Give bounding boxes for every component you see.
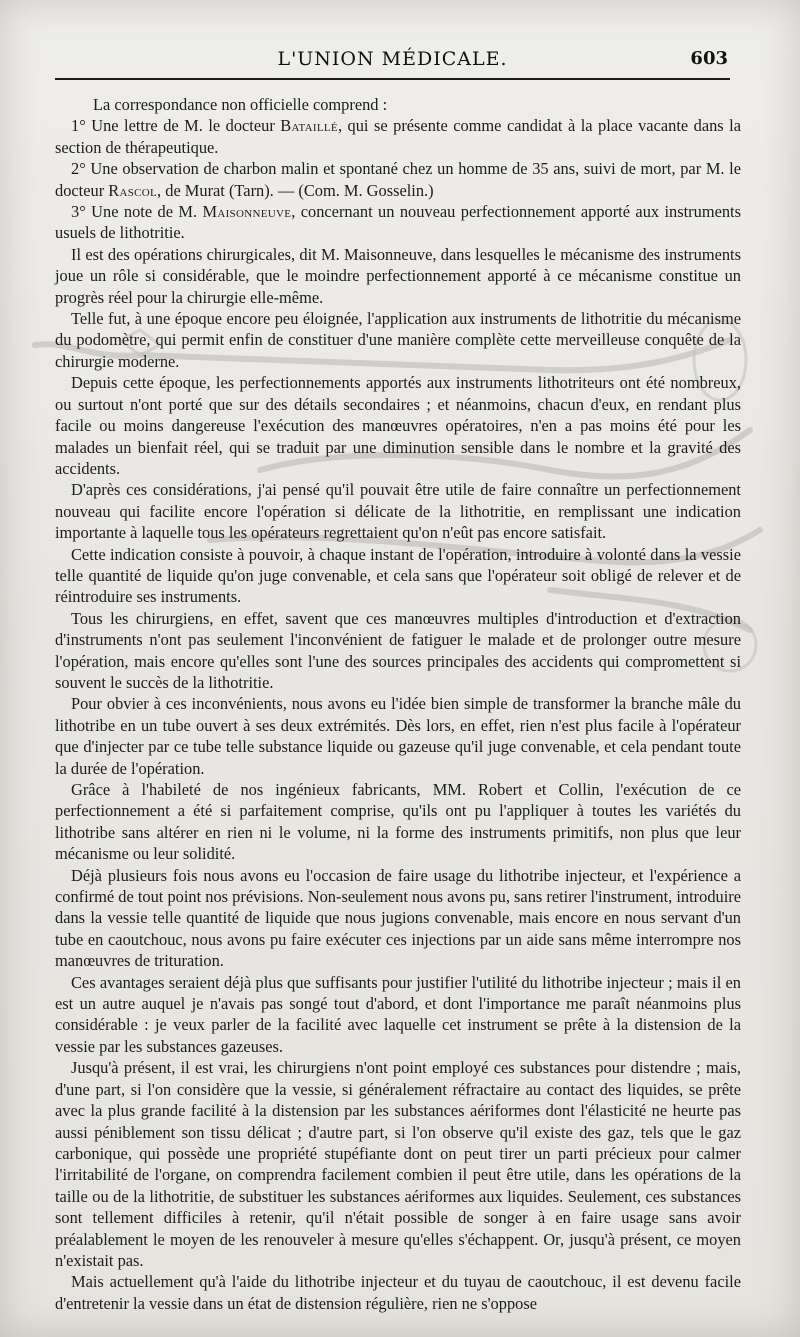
- paragraph: Cette indication consiste à pouvoir, à chaque instant de l'opération, introduire à volonté dans la vessie telle quantité de liquide qu'on juge convenable, et cela sans que l'opérateur soit obligé de relever et de réintroduire ses instruments.: [55, 544, 741, 607]
- paragraph: Tous les chirurgiens, en effet, savent que ces manœuvres multiples d'introduction et d'extraction d'instruments n'ont pas seulement l'inconvénient de fatiguer le malade et de prolonger outre mesure l'opération, mais encore qu'elles sont l'une des sources principales des accidents qui compromettent si souvent le succès de la lithotritie.: [55, 608, 741, 692]
- paragraph: Mais actuellement qu'à l'aide du lithotribe injecteur et du tuyau de caoutchouc, il est devenu facile d'entretenir la vessie dans un état de distension régulière, rien ne s'oppose: [55, 1272, 741, 1313]
- paragraph: D'après ces considérations, j'ai pensé qu'il pouvait être utile de faire connaître un perfectionnement nouveau qui facilite encore l'opération si délicate de la lithotritie, en remplissant une indication importante à laquelle tous les opérateurs regrettaient qu'on n'eût pas encore satisfait.: [55, 480, 741, 543]
- page-header: [55, 46, 730, 80]
- paragraph: Déjà plusieurs fois nous avons eu l'occasion de faire usage du lithotribe injecteur, et l'expérience a confirmé de tout point nos prévisions. Non-seulement nous avons pu, sans retirer l'instrument, introduire dans la vessie telle quantité de liquide que nous jugions convenable, mais encore en nous servant d'un tube en caoutchouc, nous avons pu faire exécuter ces injections par un aide sans même interrompre nos manœuvres de trituration.: [55, 865, 741, 971]
- paragraph: 3° Une note de M. Maisonneuve, concernant un nouveau perfectionnement apporté aux instruments usuels de lithotritie.: [55, 202, 741, 243]
- article-body: [55, 94, 741, 1314]
- paragraph: La correspondance non officielle comprend :: [93, 95, 388, 114]
- page-number: 603: [690, 48, 728, 69]
- paragraph: 2° Une observation de charbon malin et spontané chez un homme de 35 ans, suivi de mort, par M. le docteur Rascol, de Murat (Tarn). — (Com. M. Gosselin.): [55, 159, 741, 200]
- paragraph: Telle fut, à une époque encore peu éloignée, l'application aux instruments de lithotritie du mécanisme du podomètre, qui permit enfin de constituer d'une manière complète cette merveilleuse conquête de la chirurgie moderne.: [55, 309, 741, 371]
- paragraph: Jusqu'à présent, il est vrai, les chirurgiens n'ont point employé ces substances pour distendre ; mais, d'une part, si l'on considère que la vessie, si généralement réfractaire au contact des liquides, se prête avec la plus grande facilité à la distension par les substances aériformes dont l'élasticité ne heurte pas aussi péniblement son tissu délicat ; d'autre part, si l'on observe qu'il existe des gaz, tels que le gaz carbonique, qui possède une propriété stupéfiante dont on peut tirer un parti précieux pour calmer l'irritabilité de l'organe, on comprendra facilement combien il peut être utile, dans les opérations de la taille ou de la lithotritie, de substituer les substances aériformes aux liquides. Seulement, ces substances sont tellement difficiles à retenir, qu'il n'était possible de songer à en faire usage sans avoir préalablement le moyen de les renouveler à mesure qu'elles s'échappent. Or, jusqu'à présent, ce moyen n'existait pas.: [55, 1058, 741, 1270]
- journal-title: L'UNION MÉDICALE.: [277, 48, 508, 70]
- header-rule: [55, 78, 730, 80]
- paragraph: Il est des opérations chirurgicales, dit M. Maisonneuve, dans lesquelles le mécanisme des instruments joue un rôle si considérable, que le moindre perfectionnement apporté à ce mécanisme constitue un progrès réel pour la chirurgie elle-même.: [55, 244, 741, 307]
- paragraph: Ces avantages seraient déjà plus que suffisants pour justifier l'utilité du lithotribe injecteur ; mais il en est un autre auquel je n'avais pas songé tout d'abord, et dont l'importance me paraît néanmoins plus considérable : je veux parler de la facilité avec laquelle cet instrument se prête à la distension de la vessie par les substances gazeuses.: [55, 972, 741, 1056]
- paragraph: 1° Une lettre de M. le docteur Bataillé, qui se présente comme candidat à la place vacante dans la section de thérapeutique.: [55, 116, 742, 157]
- paragraph: Depuis cette époque, les perfectionnements apportés aux instruments lithotriteurs ont été nombreux, ou surtout n'ont porté que sur des détails secondaires ; et néanmoins, chacun d'eux, en rendant plus facile ou moins dangereuse l'exécution des manœuvres opératoires, n'en a pas moins été pour les malades un bienfait réel, qui se traduit par une diminution sensible dans le nombre et la gravité des accidents.: [55, 373, 741, 478]
- paragraph: Pour obvier à ces inconvénients, nous avons eu l'idée bien simple de transformer la branche mâle du lithotribe en un tube ouvert à ses deux extrémités. Dès lors, en effet, rien n'est plus facile à l'opérateur que d'injecter par ce tube telle substance liquide ou gazeuse qu'il juge convenable, et cela pendant toute la durée de l'opération.: [55, 694, 741, 778]
- paragraph: Grâce à l'habileté de nos ingénieux fabricants, MM. Robert et Collin, l'exécution de ce perfectionnement a été si parfaitement comprise, qu'ils ont pu l'appliquer à toutes les variétés du lithotribe sans altérer en rien ni le volume, ni la forme des instruments primitifs, non plus que leur mécanisme ou leur solidité.: [55, 780, 741, 864]
